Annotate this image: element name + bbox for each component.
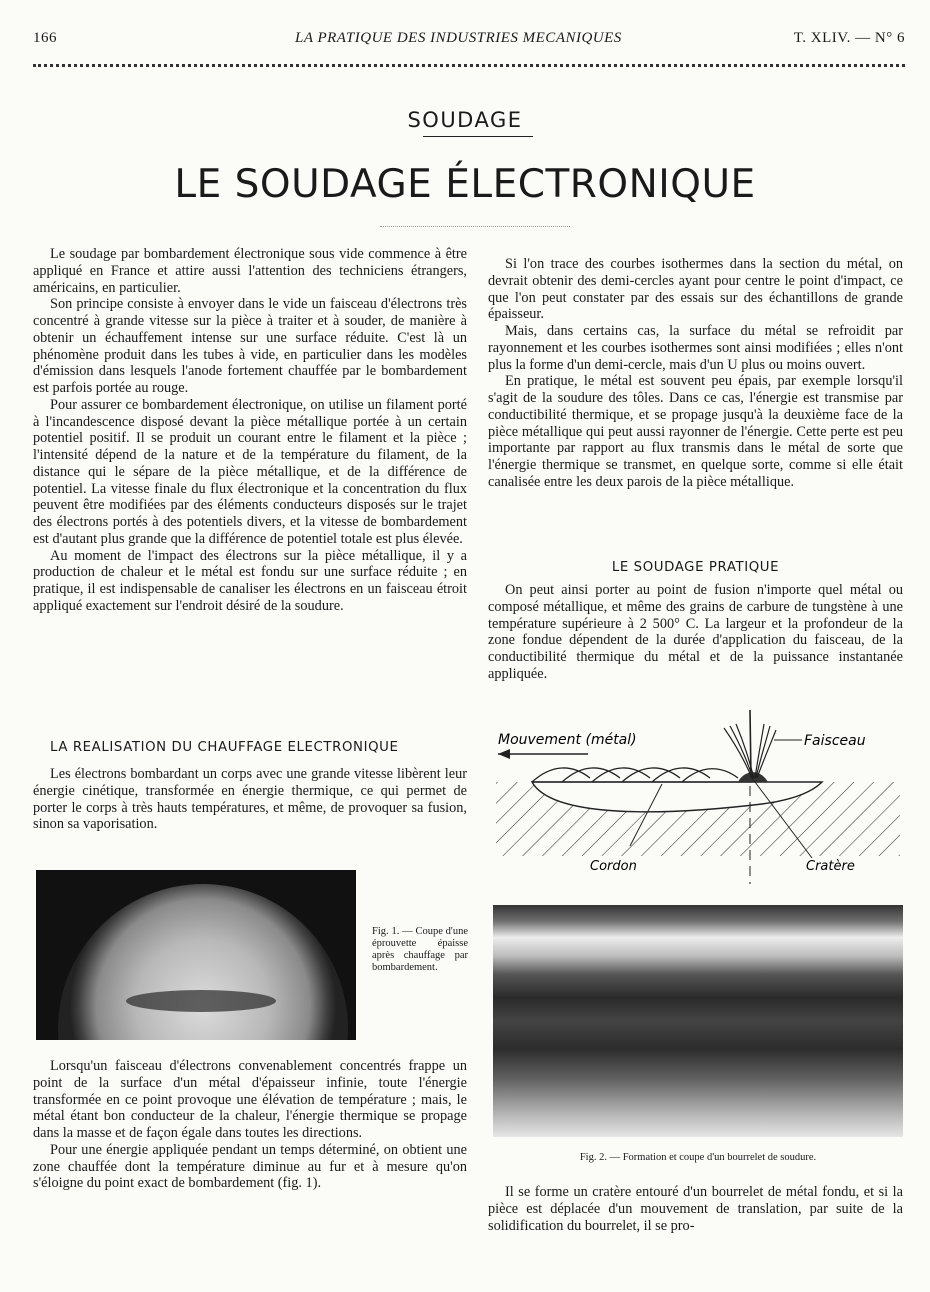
title-rule	[380, 226, 570, 227]
section-underline	[423, 136, 533, 137]
running-header	[33, 30, 905, 52]
volume-number: T. XLIV. — N° 6	[793, 30, 905, 46]
arrowhead	[498, 749, 510, 759]
paragraph: Son principe consiste à envoyer dans le vide un faisceau d'électrons très concentré à grande vitesse sur la pièce à traiter et à souder, de manière à obtenir un échauffement intense sur une surface réduite. C'est là un phénomène produit dans les tubes à vide, en particulier dans les modèles d'émission dans lesquels l'anode fortement chauffée par le bombardement est parfois portée au rouge.	[33, 296, 467, 396]
subheading-soudage-pratique: LE SOUDAGE PRATIQUE	[611, 560, 780, 575]
paragraph: Pour une énergie appliquée pendant un temps déterminé, on obtient une zone chauffée dont la température diminue au fur et à mesure qu'on s'éloigne du point exact de bombardement (fig. 1).	[33, 1141, 467, 1192]
electron-beam	[724, 710, 776, 778]
fig2-photo	[493, 905, 903, 1137]
right-column-bottom	[488, 1184, 903, 1234]
left-column-bottom	[33, 1058, 467, 1192]
fig1-heated-zone	[58, 884, 348, 1040]
article-title: LE SOUDAGE ÉLECTRONIQUE	[174, 162, 756, 207]
left-column-middle	[33, 766, 467, 833]
fig1-caption: Fig. 1. — Coupe d'une éprouvette épaisse après chauffage par bombardement.	[372, 926, 468, 973]
paragraph: En pratique, le métal est souvent peu épais, par exemple lorsqu'il s'agit de la soudure des tôles. Dans ce cas, l'énergie est transmise par conductibilité thermique, et se propage jusqu'à la deuxième face de la pièce métallique qui peut aussi rayonner de l'énergie. Cette perte est peu importante par rapport au flux transmis dans le métal de sorte que l'énergie thermique se transmet, en quelque sorte, comme si elle était canalisée entre les deux parois de la pièce métallique.	[488, 373, 903, 490]
paragraph: Au moment de l'impact des électrons sur la pièce métallique, il y a production de chaleur et le métal est fondu sur une surface réduite ; en pratique, il est indispensable de canaliser les électrons en un faisceau étroit appliqué exactement sur l'endroit désiré de la soudure.	[33, 547, 467, 614]
paragraph: Lorsqu'un faisceau d'électrons convenablement concentrés frappe un point de la surface d'un métal d'épaisseur infinie, toute l'énergie transformée en ce point provoque une élévation de température ; mais, le métal étant bon conducteur de la chaleur, l'énergie thermique se propage dans la masse et de façon égale dans toutes les directions.	[33, 1058, 467, 1141]
subheading-realisation: LA REALISATION DU CHAUFFAGE ELECTRONIQUE	[50, 740, 399, 755]
fig1-dark-band	[126, 990, 276, 1012]
label-beam: Faisceau	[804, 733, 866, 749]
paragraph: On peut ainsi porter au point de fusion n'importe quel métal ou composé métallique, et même des grains de carbure de tungstène à une température supérieure à 2 500° C. La largeur et la profondeur de la zone fondue dépendent de la durée d'application du faisceau, de la conductibilité thermique du métal et de la puissance instantanée appliquée.	[488, 582, 903, 682]
paragraph: Les électrons bombardant un corps avec une grande vitesse libèrent leur énergie cinétique, transformée en énergie thermique, ce qui permet de porter le corps à très hauts températures, et même, de provoquer sa fusion, sinon sa vaporisation.	[33, 766, 467, 833]
left-column-intro	[33, 246, 467, 615]
right-column-top	[488, 256, 903, 491]
weld-diagram	[492, 708, 904, 888]
right-column-middle	[488, 582, 903, 683]
page-number: 166	[33, 30, 57, 46]
fig1-photo	[36, 870, 356, 1040]
header-dotted-rule	[33, 64, 905, 67]
section-label: SOUDAGE	[407, 108, 523, 132]
paragraph: Mais, dans certains cas, la surface du métal se refroidit par rayonnement et les courbes isothermes sont ainsi modifiées ; elles n'ont plus la forme d'un demi-cercle, mais d'un U plus ou moins ouvert.	[488, 323, 903, 373]
label-movement: Mouvement (métal)	[498, 732, 637, 748]
journal-title: LA PRATIQUE DES INDUSTRIES MECANIQUES	[295, 30, 622, 46]
paragraph: Pour assurer ce bombardement électronique, on utilise un filament porté à l'incandescence disposé devant la pièce métallique portée à un certain potentiel positif. Il se produit un courant entre le filament et la pièce ; l'intensité dépend de la nature et de la température du filament, de la distance qui le sépare de la pièce métallique, et de la différence de potentiel. La vitesse finale du flux électronique et la concentration du flux peuvent être modifiées par des éléments conducteurs disposés sur le trajet des électrons portés à des potentiels divers, et la vitesse de bombardement est d'autant plus grande que la différence de potentiel totale est plus élevée.	[33, 396, 467, 547]
label-crater: Cratère	[806, 859, 855, 874]
paragraph: Le soudage par bombardement électronique sous vide commence à être appliqué en France et attire aussi l'attention des techniciens étrangers, américains, en particulier.	[33, 246, 467, 296]
paragraph: Il se forme un cratère entouré d'un bourrelet de métal fondu, et si la pièce est déplacée d'un mouvement de translation, par suite de la solidification du bourrelet, il se pro-	[488, 1184, 903, 1234]
weld-bead	[532, 768, 752, 782]
fig2-caption: Fig. 2. — Formation et coupe d'un bourrelet de soudure.	[579, 1152, 817, 1163]
paragraph: Si l'on trace des courbes isothermes dans la section du métal, on devrait obtenir des demi-cercles ayant pour centre le point d'impact, ce que l'on peut constater par des essais sur des échantillons de grande épaisseur.	[488, 256, 903, 323]
label-bead: Cordon	[590, 859, 637, 874]
